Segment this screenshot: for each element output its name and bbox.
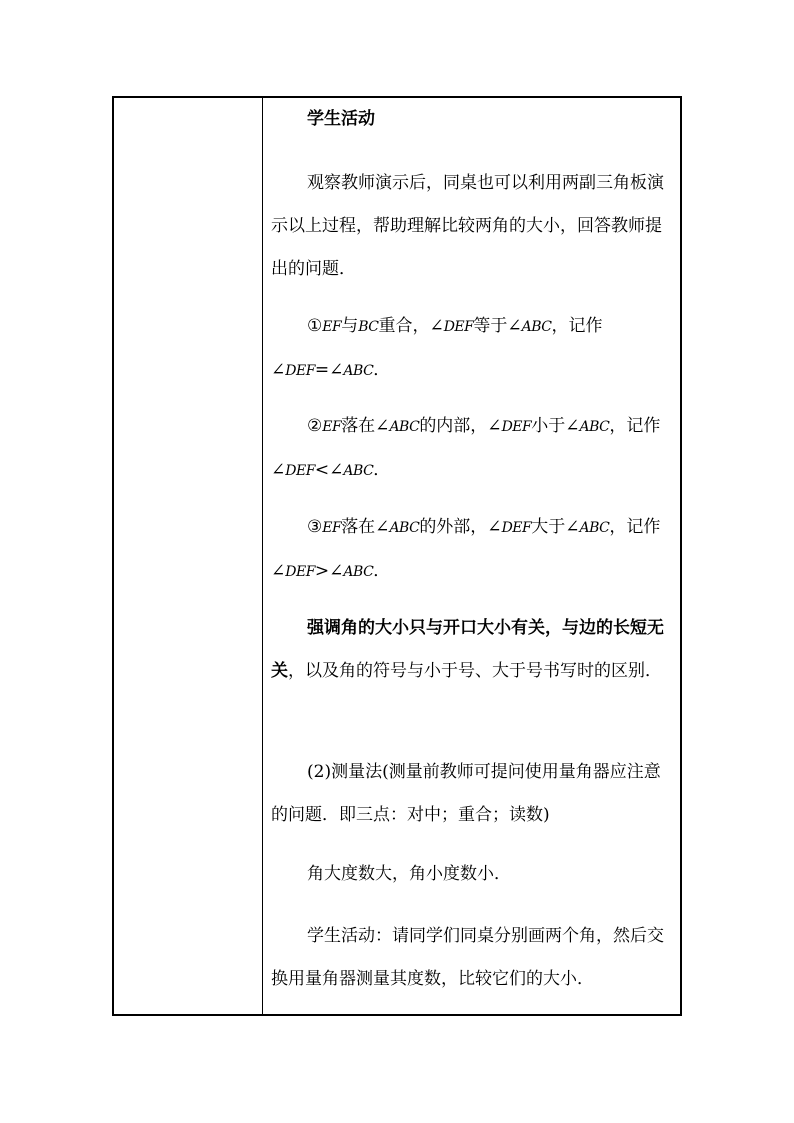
left-column-cell	[114, 98, 263, 1014]
segment-ef: EF	[322, 319, 342, 335]
angle-def: DEF	[285, 564, 315, 580]
measure-paragraph: (2)测量法(测量前教师可提问使用量角器应注意的问题．即三点：对中；重合；读数)	[271, 762, 661, 825]
case-1-text: =∠	[314, 360, 344, 380]
circled-number-2: ②	[307, 416, 323, 436]
case-1-text: 与	[341, 316, 359, 336]
lesson-table	[112, 96, 682, 1016]
case-2-text: <∠	[314, 460, 344, 480]
segment-ef: EF	[322, 520, 342, 536]
segment-ef: EF	[322, 419, 342, 435]
section-heading: 学生活动	[307, 109, 375, 129]
angle-abc: ABC	[579, 419, 610, 435]
case-3-text: 大于∠	[531, 517, 580, 537]
case-2-text: ．	[373, 460, 391, 480]
activity-paragraph: 学生活动：请同学们同桌分别画两个角，然后交换用量角器测量其度数，比较它们的大小．	[271, 926, 664, 989]
case-3-paragraph	[271, 506, 675, 594]
case-3-text: ，记作∠	[271, 517, 661, 581]
case-1-text: ，记作∠	[271, 316, 603, 380]
angle-abc: ABC	[389, 419, 420, 435]
case-2-text: 的内部，∠	[419, 416, 502, 436]
case-1-text: 等于∠	[473, 316, 522, 336]
circled-number-3: ③	[307, 517, 323, 537]
angle-abc: ABC	[343, 363, 374, 379]
angle-def: DEF	[285, 463, 315, 479]
angle-abc: ABC	[343, 463, 374, 479]
circled-number-1: ①	[307, 316, 323, 336]
case-1-text: 重合，∠	[378, 316, 444, 336]
angle-abc: ABC	[389, 520, 420, 536]
case-3-text: ．	[373, 561, 391, 581]
rule-paragraph: 角大度数大，角小度数小．	[307, 864, 511, 884]
angle-def: DEF	[501, 520, 532, 536]
case-3-text: >∠	[314, 561, 344, 581]
case-3-text: 落在∠	[341, 517, 390, 537]
emphasis-paragraph	[271, 607, 675, 693]
angle-def: DEF	[501, 419, 532, 435]
angle-def: DEF	[443, 319, 474, 335]
case-1-text: ．	[373, 360, 391, 380]
observe-paragraph: 观察教师演示后，同桌也可以利用两副三角板演示以上过程，帮助理解比较两角的大小，回答教师提出的问题．	[271, 173, 664, 279]
case-3-text: 的外部，∠	[419, 517, 502, 537]
case-2-text: 落在∠	[341, 416, 390, 436]
case-2-text: 小于∠	[531, 416, 580, 436]
angle-abc: ABC	[521, 319, 552, 335]
right-column-cell	[263, 98, 680, 1014]
case-2-text: ，记作∠	[271, 416, 661, 480]
angle-def: DEF	[285, 363, 315, 379]
emphasis-bold-text: 强调角的大小只与开口大小有关，与边的长短无关	[271, 618, 664, 681]
segment-bc: BC	[358, 319, 379, 335]
angle-abc: ABC	[343, 564, 374, 580]
angle-abc: ABC	[579, 520, 610, 536]
case-1-paragraph	[271, 305, 675, 393]
emphasis-text: ，以及角的符号与小于号、大于号书写时的区别．	[288, 661, 662, 681]
case-2-paragraph	[271, 405, 675, 493]
